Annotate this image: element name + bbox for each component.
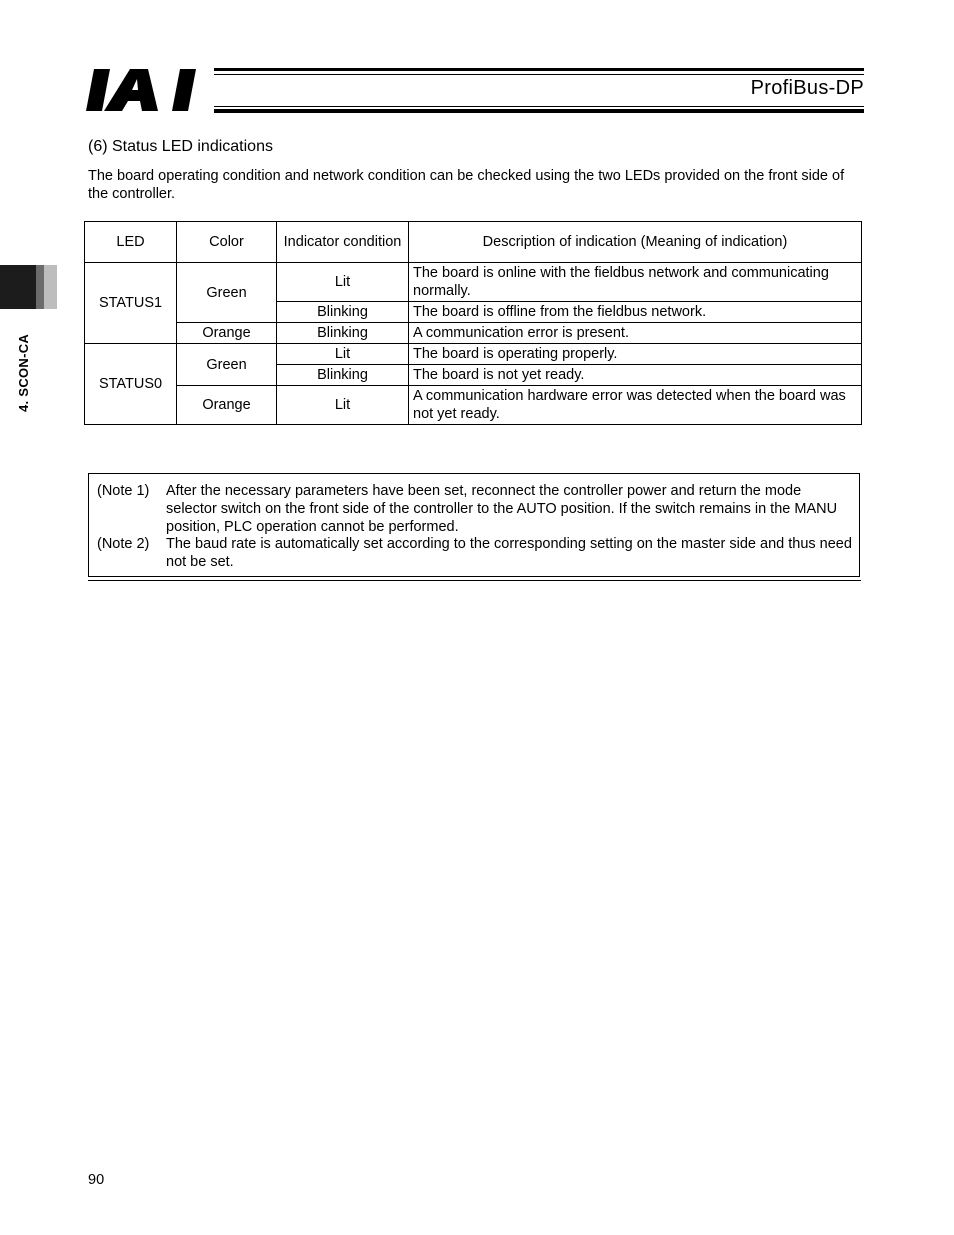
header-rule xyxy=(214,109,864,113)
color-cell: Orange xyxy=(177,323,277,344)
table-row xyxy=(85,386,862,425)
page-header xyxy=(214,66,864,116)
header-title: ProfiBus-DP xyxy=(750,77,864,99)
description-cell: A communication hardware error was detected when the board was not yet ready. xyxy=(409,386,862,425)
header-rule xyxy=(214,106,864,107)
table-row xyxy=(85,344,862,365)
note-tag: (Note 2) xyxy=(97,536,150,552)
led-name: STATUS1 xyxy=(85,263,177,344)
color-cell: Green xyxy=(177,263,277,323)
condition-cell: Lit xyxy=(277,386,409,425)
table-header-row xyxy=(85,222,862,263)
description-cell: The board is online with the fieldbus network and communicating normally. xyxy=(409,263,862,302)
note-item xyxy=(97,482,853,536)
header-rule xyxy=(214,68,864,71)
iai-logo xyxy=(86,66,206,114)
color-cell: Orange xyxy=(177,386,277,425)
notes-box xyxy=(88,473,860,577)
condition-cell: Lit xyxy=(277,344,409,365)
page-number: 90 xyxy=(88,1172,105,1188)
description-cell: The board is operating properly. xyxy=(409,344,862,365)
header-indicator: Indicator condition xyxy=(277,222,409,263)
note-text: After the necessary parameters have been set, reconnect the controller power and return the mode selector switch on the front side of the controller to the AUTO position. If the switch remains in the MANU position, PLC operation cannot be performed. xyxy=(166,483,838,535)
condition-cell: Blinking xyxy=(277,323,409,344)
led-name: STATUS0 xyxy=(85,344,177,425)
description-cell: A communication error is present. xyxy=(409,323,862,344)
header-led: LED xyxy=(85,222,177,263)
header-color: Color xyxy=(177,222,277,263)
note-item xyxy=(97,535,853,571)
intro-paragraph: The board operating condition and network condition can be checked using the two LEDs provided on the front side of the controller. xyxy=(88,168,845,202)
table-row xyxy=(85,263,862,302)
header-rule xyxy=(214,74,864,75)
condition-cell: Lit xyxy=(277,263,409,302)
color-cell: Green xyxy=(177,344,277,386)
section-title: (6) Status LED indications xyxy=(88,138,273,155)
table-row xyxy=(85,323,862,344)
chapter-label: 4. SCON-CA xyxy=(16,333,31,412)
header-description: Description of indication (Meaning of indication) xyxy=(409,222,862,263)
condition-cell: Blinking xyxy=(277,365,409,386)
description-cell: The board is not yet ready. xyxy=(409,365,862,386)
note-text: The baud rate is automatically set according to the corresponding setting on the master side and thus need not be set. xyxy=(166,536,852,570)
description-cell: The board is offline from the fieldbus network. xyxy=(409,302,862,323)
chapter-tab xyxy=(0,265,57,309)
condition-cell: Blinking xyxy=(277,302,409,323)
note-tag: (Note 1) xyxy=(97,483,150,499)
led-table xyxy=(84,221,862,425)
